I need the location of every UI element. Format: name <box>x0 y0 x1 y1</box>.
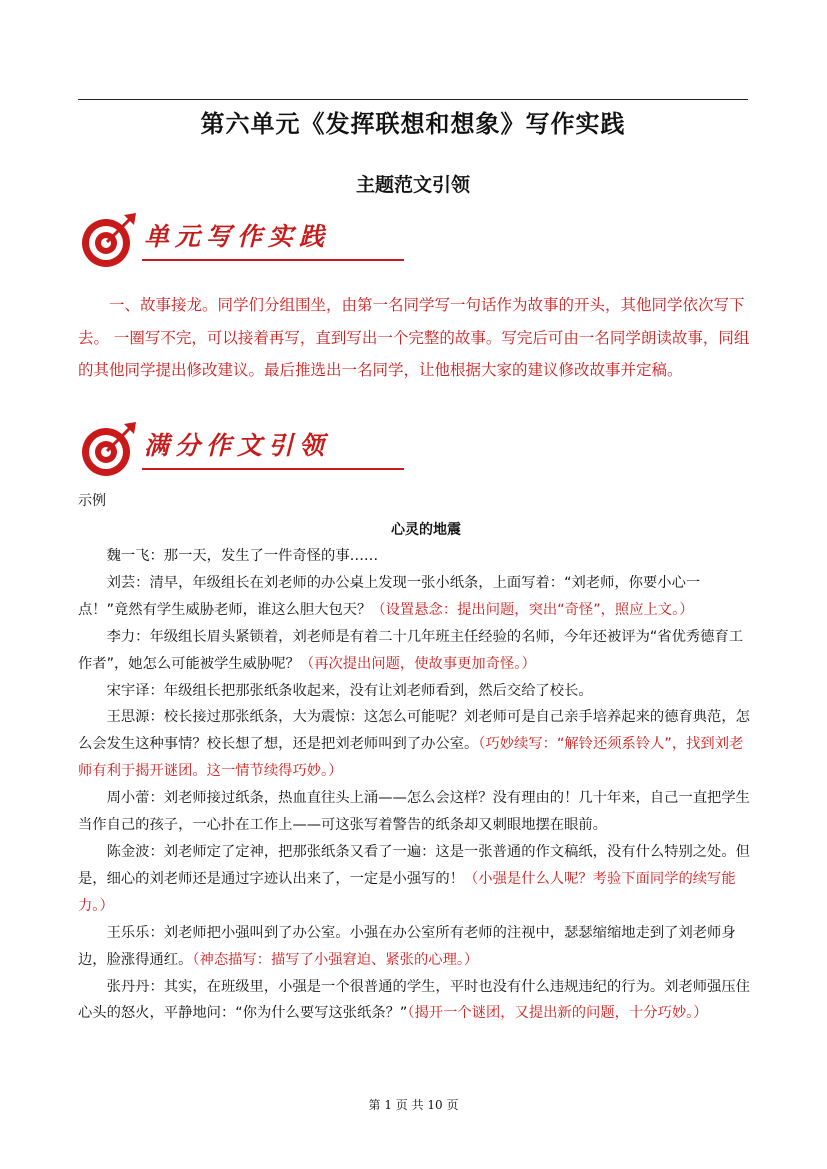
model-banner <box>80 420 330 478</box>
story-paragraph: 周小蕾：刘老师接过纸条，热血直往头上涌——怎么会这样？没有理由的！几十年来，自己一直把学生当作自己的孩子，一心扑在工作上——可这张写着警告的纸条却又刺眼地摆在眼前。 <box>78 790 750 834</box>
story-paragraph: 张丹丹：其实，在班级里，小强是一个很普通的学生，平时也没有什么违规违纪的行为。刘老师强压住心头的怒火，平静地问：“你为什么要写这张纸条？”（揭开一个谜团，又提出新的问题，十分巧妙。） <box>78 978 750 1022</box>
story-paragraph: 王思源：校长接过那张纸条，大为震惊：这怎么可能呢？刘老师可是自己亲手培养起来的德育典范，怎么会发生这种事情？校长想了想，还是把刘老师叫到了办公室。（巧妙续写：“解铃还须系铃人”，找到刘老师有利于揭开谜团。这一情节续得巧妙。） <box>78 709 750 780</box>
story-paragraph: 宋宇译：年级组长把那张纸条收起来，没有让刘老师看到，然后交给了校长。 <box>106 682 593 699</box>
annotation-note: （小强是什么人呢？考验下面同学的续写能力。） <box>78 870 736 914</box>
story-title: 心灵的地震 <box>391 522 461 538</box>
task-paragraph: 一、故事接龙。同学们分组围坐，由第一名同学写一句话作为故事的开头，其他同学依次写下去。 一圈写不完，可以接着再写，直到写出一个完整的故事。写完后可由一名同学朗读故事，同组的其他同学提出修改建议。最后推选出一名同学，让他根据大家的建议修改故事并定稿。 <box>78 296 750 379</box>
practice-banner-label: 单元写作实践 <box>144 222 331 251</box>
page-subtitle: 主题范文引领 <box>355 174 470 196</box>
target-icon <box>80 420 140 478</box>
page-footer: 第 1 页 共 10 页 <box>368 1098 459 1112</box>
annotation-note: （神态描写：描写了小强窘迫、紧张的心理。） <box>192 951 479 968</box>
example-label: 示例 <box>78 493 106 509</box>
banner-underline <box>142 259 404 261</box>
annotation-note: （再次提出问题，使故事更加奇怪。） <box>299 655 536 672</box>
target-icon <box>80 211 140 269</box>
story-paragraph: 陈金波：刘老师定了定神，把那张纸条又看了一遍：这是一张普通的作文稿纸，没有什么特别之处。但是，细心的刘老师还是通过字迹认出来了，一定是小强写的！（小强是什么人呢？考验下面同学的续写能力。） <box>78 843 750 914</box>
header-rule <box>78 99 748 100</box>
annotation-note: （巧妙续写：“解铃还须系铃人”，找到刘老师有利于揭开谜团。这一情节续得巧妙。） <box>78 736 744 780</box>
story-body <box>78 543 750 1027</box>
model-banner-label: 满分作文引领 <box>144 431 331 460</box>
story-paragraph: 魏一飞：那一天，发生了一件奇怪的事…… <box>106 548 379 564</box>
story-paragraph: 刘芸：清早，年级组长在刘老师的办公桌上发现一张小纸条，上面写着：“刘老师，你要小心一点！”竟然有学生威胁老师，谁这么胆大包天？（设置悬念：提出问题，突出“奇怪”，照应上文。） <box>78 574 701 618</box>
annotation-note: （设置悬念：提出问题，突出“奇怪”，照应上文。） <box>371 601 694 618</box>
annotation-note: （揭开一个谜团，又提出新的问题，十分巧妙。） <box>407 1005 708 1022</box>
practice-banner <box>80 211 330 269</box>
story-paragraph: 王乐乐：刘老师把小强叫到了办公室。小强在办公室所有老师的注视中，瑟瑟缩缩地走到了刘老师身边，脸涨得通红。（神态描写：描写了小强窘迫、紧张的心理。） <box>78 924 736 968</box>
banner-underline <box>142 468 404 470</box>
story-paragraph: 李力：年级组长眉头紧锁着，刘老师是有着二十几年班主任经验的名师，今年还被评为“省优秀德育工作者”，她怎么可能被学生威胁呢？（再次提出问题，使故事更加奇怪。） <box>78 628 744 672</box>
page-title: 第六单元《发挥联想和想象》写作实践 <box>200 110 626 138</box>
